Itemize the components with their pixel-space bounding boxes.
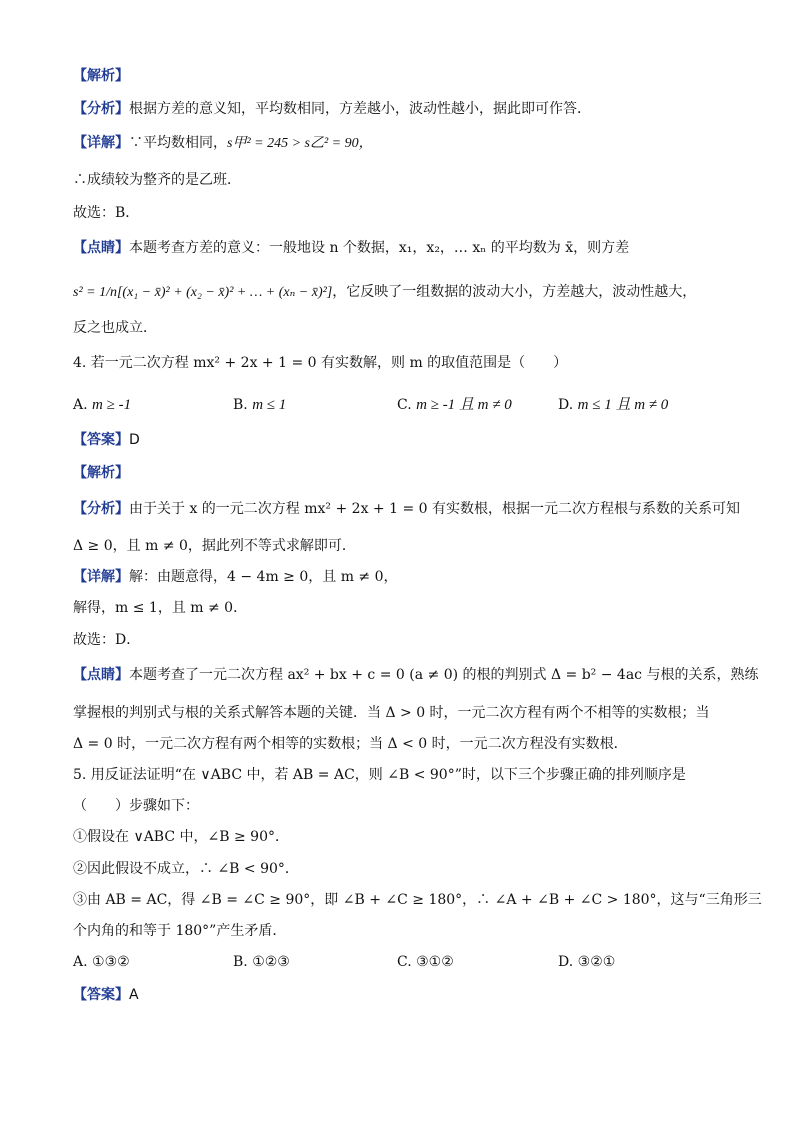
q3-dianjing-text1: 本题考查方差的意义：一般地设 n 个数据，x₁，x₂，… xₙ 的平均数为 x̄，则方差 [129,240,630,256]
option-label: A. [73,954,88,970]
q5-answer [73,985,734,1005]
q4-fenxi-text2: Δ ≥ 0，且 m ≠ 0，据此列不等式求解即可． [73,538,356,554]
q4-solution: 解得，m ≤ 1，且 m ≠ 0． [73,600,248,616]
q4-dianjing [73,665,759,685]
xiangjie-tag: 【详解】 [73,135,129,151]
q4-dianjing-text2: 掌握根的判别式与根的关系式解答本题的关键．当 Δ > 0 时，一元二次方程有两个不相等的实数根；当 [73,705,710,721]
q4-answer-value: D [129,432,140,448]
option-label: D. [558,954,574,970]
q4-answer-choice: 故选：D． [73,632,141,648]
q4-option-d [558,395,668,415]
q3-variance-compare: s甲² = 245 > s乙² = 90， [227,136,373,151]
q3-dianjing-text2: ，它反映了一组数据的波动大小，方差越大，波动性越大， [332,284,697,300]
dianjing-tag: 【点睛】 [73,240,129,256]
q3-xiangjie [73,133,734,154]
option-label: A. [73,397,88,413]
q4-answer [73,430,734,450]
q5-step3b: 个内角的和等于 180°”产生矛盾． [73,923,287,939]
jiexi-tag: 【解析】 [73,68,129,84]
q4-option-b [233,395,286,415]
option-label: D. [558,397,574,413]
option-text: ①③② [92,954,130,970]
daan-tag: 【答案】 [73,987,129,1003]
q3-answer-choice: 故选：B． [73,205,140,221]
q4-fenxi-text1: 由于关于 x 的一元二次方程 mx² + 2x + 1 = 0 有实数根，根据一元二次方程根与系数的关系可知 [129,501,740,517]
q3-fenxi-text: 根据方差的意义知，平均数相同，方差越小，波动性越小，据此即可作答． [129,101,591,117]
xiangjie-tag: 【详解】 [73,569,129,585]
jiexi-tag: 【解析】 [73,465,129,481]
q3-xiangjie-text: ∵平均数相同， [129,135,227,151]
q5-option-c [397,952,454,972]
q5-step1: ①假设在 ∨ABC 中，∠B ≥ 90°． [73,829,289,845]
q5-option-d [558,952,615,972]
q3-fenxi [73,99,734,119]
q4-jiexi-heading [73,463,734,483]
option-text: m ≤ 1 且 m ≠ 0 [577,397,669,413]
q5-option-a [73,952,130,972]
q4-stem: 4. 若一元二次方程 mx² + 2x + 1 = 0 有实数解，则 m 的取值范围是（ ） [73,355,568,371]
option-label: B. [233,397,248,413]
q4-xiangjie-text: 解：由题意得，4 − 4m ≥ 0，且 m ≠ 0， [129,569,398,585]
option-text: ③②① [577,954,616,970]
dianjing-tag: 【点睛】 [73,667,129,683]
fenxi-tag: 【分析】 [73,501,129,517]
option-label: C. [397,397,412,413]
option-text: m ≥ -1 [92,397,132,413]
option-text: ③①② [416,954,454,970]
q5-stem1: 5. 用反证法证明“在 ∨ABC 中，若 AB = AC，则 ∠B < 90°”时，以下三个步骤正确的排列顺序是 [73,767,686,783]
q5-step3a: ③由 AB = AC，得 ∠B = ∠C ≥ 90°，即 ∠B + ∠C ≥ 180°，∴ ∠A + ∠B + ∠C > 180°，这与“三角形三 [73,892,762,908]
option-text: m ≤ 1 [252,397,287,413]
q3-conclusion: ∴成绩较为整齐的是乙班． [73,172,241,188]
option-label: C. [397,954,412,970]
q4-xiangjie [73,567,734,587]
q4-dianjing-text3: Δ = 0 时，一元二次方程有两个相等的实数根；当 Δ < 0 时，一元二次方程没有实数根． [73,736,628,752]
q3-variance-formula-line [73,282,734,303]
option-text: m ≥ -1 且 m ≠ 0 [416,397,512,413]
q3-dianjing-text3: 反之也成立． [73,320,157,336]
q5-step2: ②因此假设不成立，∴ ∠B < 90°． [73,861,299,877]
variance-formula: s² = 1/n[(x₁ − x̄)² + (x₂ − x̄)² + … + (xₙ − x̄)²] [73,285,333,300]
q4-dianjing-text1: 本题考查了一元二次方程 ax² + bx + c = 0 (a ≠ 0) 的根的判别式 Δ = b² − 4ac 与根的关系，熟练 [129,667,759,683]
q5-answer-value: A [129,987,139,1003]
q4-fenxi [73,499,740,519]
option-text: ①②③ [252,954,290,970]
q3-jiexi-heading [73,66,734,86]
option-label: B. [233,954,248,970]
q5-option-b [233,952,290,972]
q4-option-c [397,395,512,415]
daan-tag: 【答案】 [73,432,129,448]
q5-stem2: （ ）步骤如下： [73,798,199,814]
fenxi-tag: 【分析】 [73,101,129,117]
q3-dianjing [73,238,734,258]
q4-option-a [73,395,131,415]
